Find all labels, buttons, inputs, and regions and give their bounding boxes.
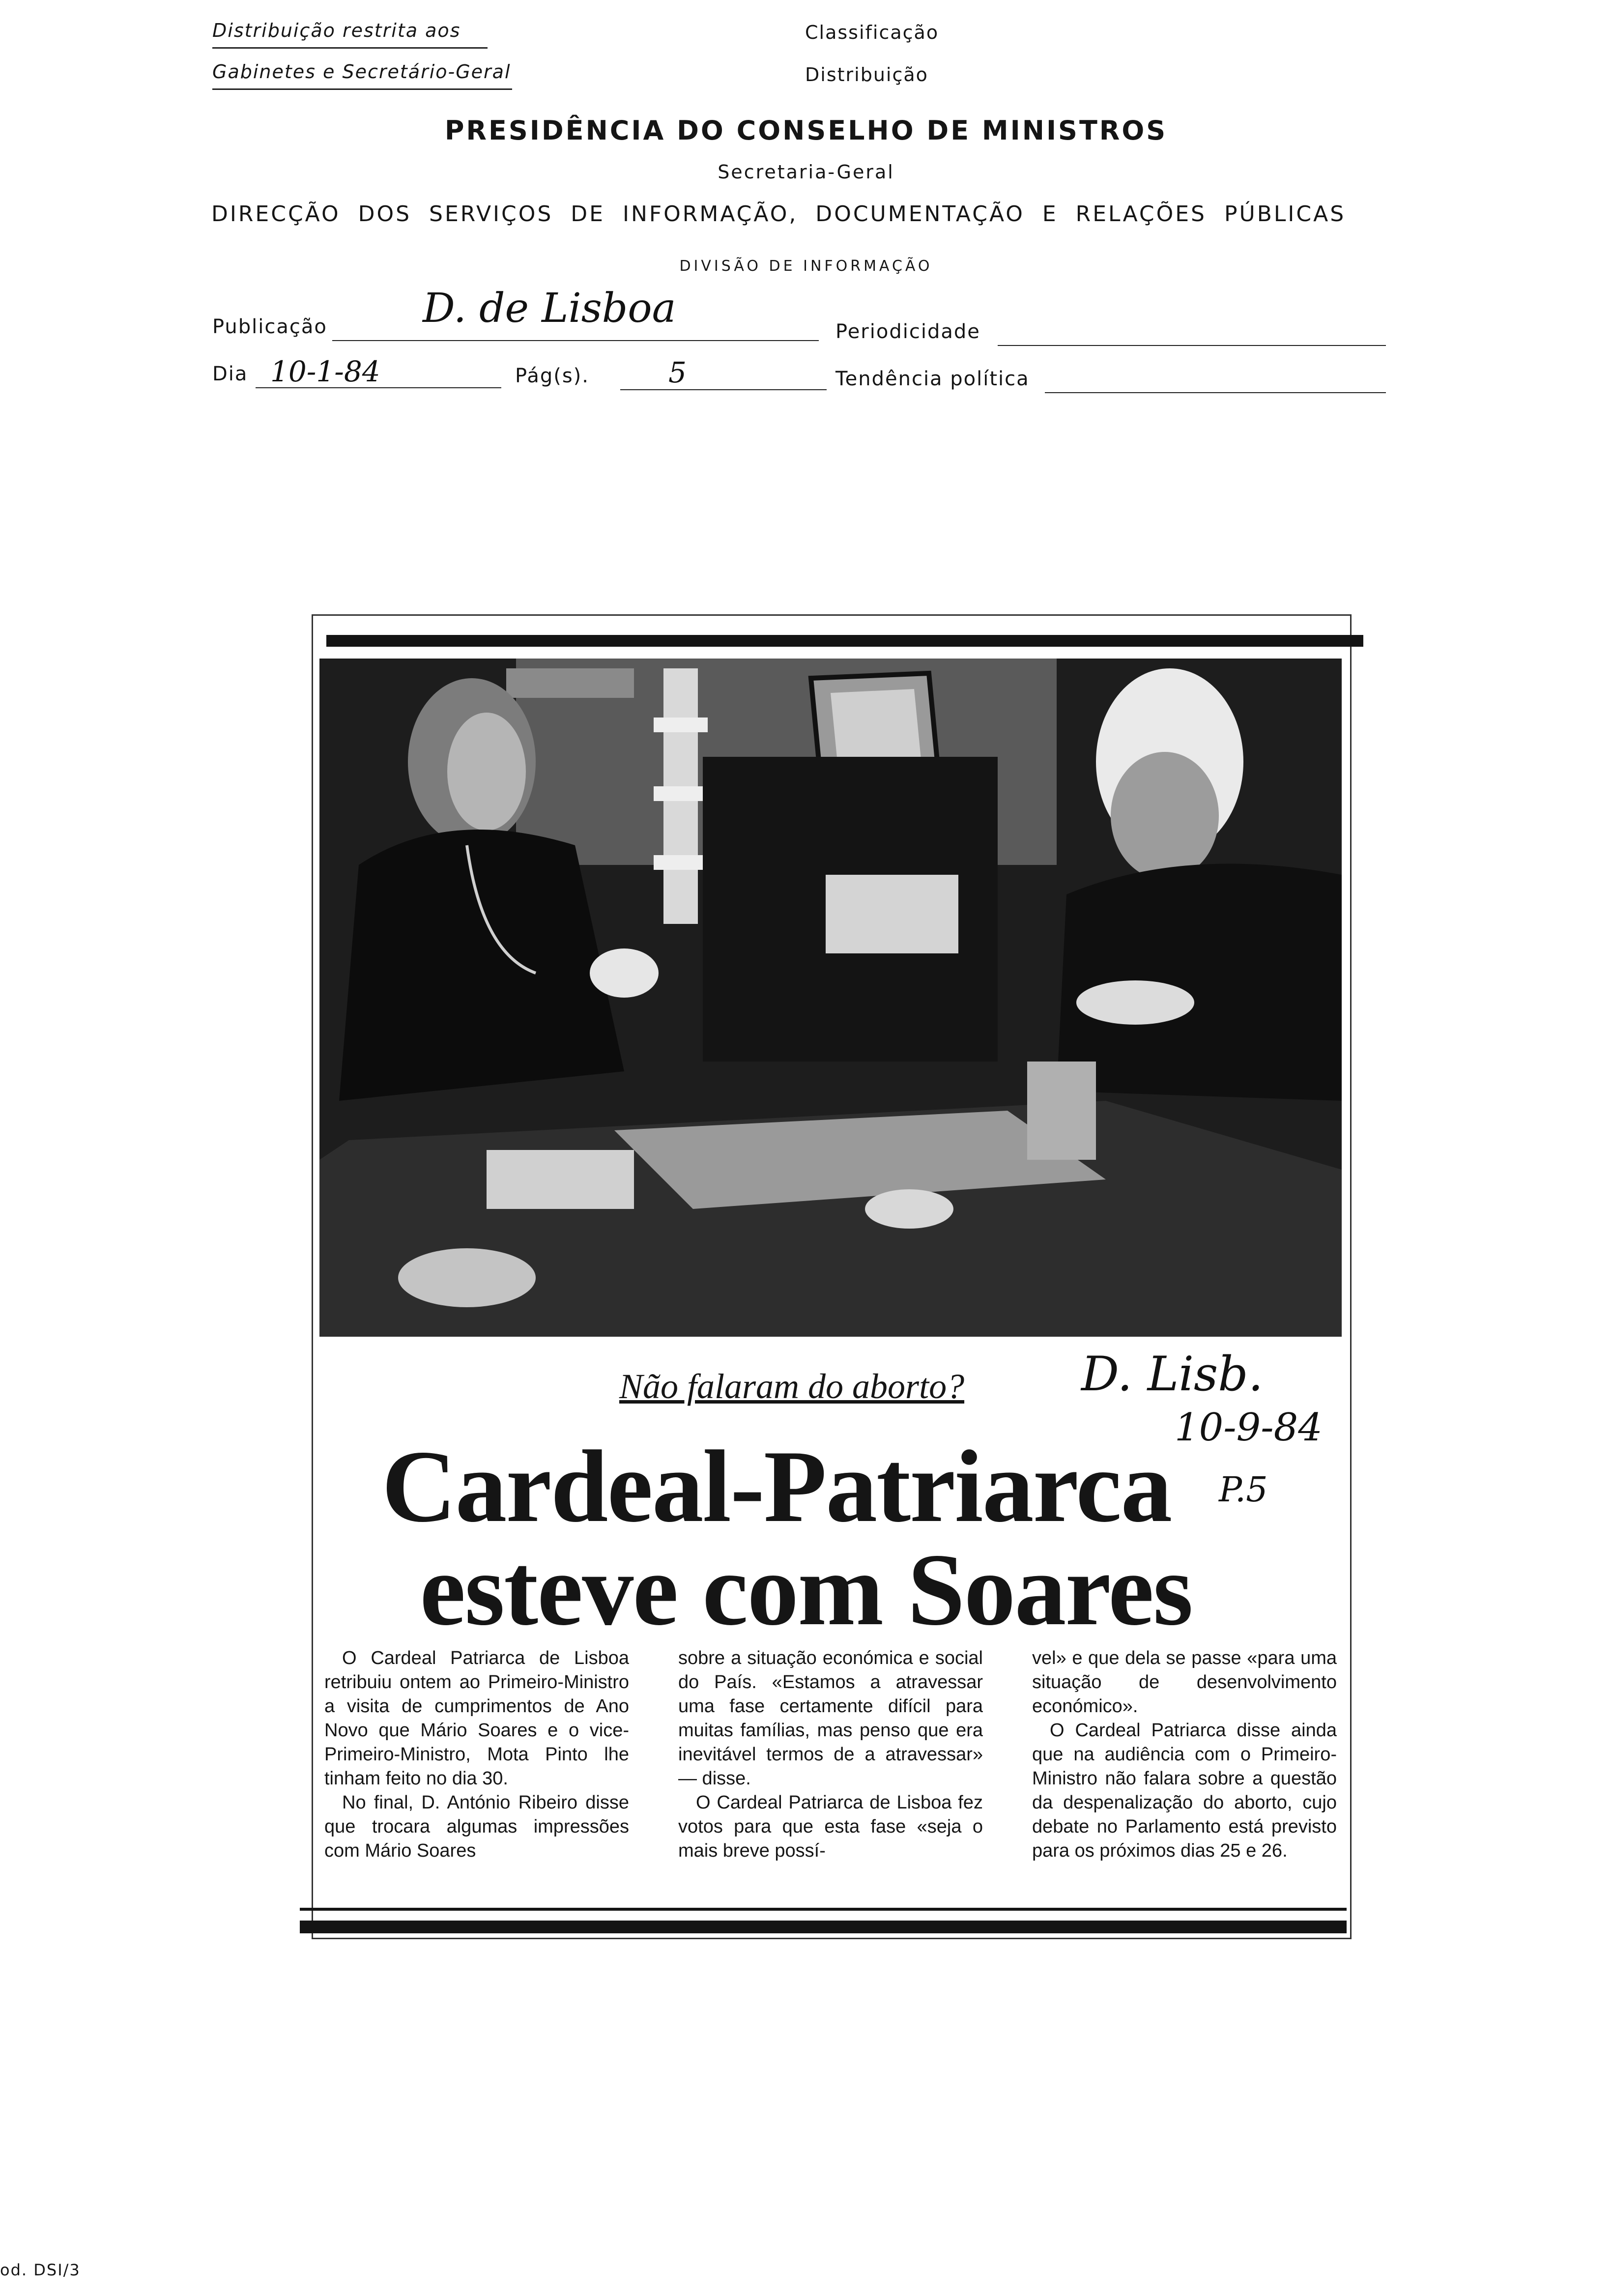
news-photo xyxy=(319,659,1342,1337)
tendencia-field-line xyxy=(1045,392,1386,393)
article-column-1 xyxy=(324,1646,629,1863)
clipping-bottom-rule-thin xyxy=(300,1908,1347,1911)
tendencia-label: Tendência política xyxy=(835,368,1030,390)
article-paragraph: sobre a situação económica e social do País. «Estamos a atravessar uma fase certamente difícil para muitas famílias, mas penso que era inevitável termos de a atravessar» — disse. xyxy=(678,1648,983,1789)
divisao-title: DIVISÃO DE INFORMAÇÃO xyxy=(679,258,933,275)
article-paragraph: No final, D. António Ribeiro disse que trocara algumas impressões com Mário Soares xyxy=(324,1792,629,1861)
photo-illustration xyxy=(319,659,1342,1337)
article-headline-line1: Cardeal-Patriarca xyxy=(381,1430,1172,1544)
presidency-title: PRESIDÊNCIA DO CONSELHO DE MINISTROS xyxy=(444,115,1168,146)
article-paragraph: O Cardeal Patriarca de Lisboa retribuiu ontem ao Primeiro-Ministro a visita de cumprimentos de Ano Novo que Mário Soares e o vice-Primeiro-Ministro, Mota Pinto lhe tinham feito no dia 30. xyxy=(324,1648,629,1789)
pags-handwritten-value: 5 xyxy=(668,356,687,389)
handwritten-source-note: D. Lisb. xyxy=(1081,1347,1264,1402)
article-headline-line2: esteve com Soares xyxy=(420,1533,1192,1647)
clipping-bottom-rule xyxy=(300,1921,1347,1933)
publicacao-field-line xyxy=(332,340,819,341)
dia-handwritten-value: 10-1-84 xyxy=(270,355,380,388)
distribution-recipients-line: Gabinetes e Secretário-Geral xyxy=(212,61,511,83)
pags-label: Pág(s). xyxy=(515,365,589,387)
periodicidade-field-line xyxy=(998,345,1386,346)
pags-field-line xyxy=(620,389,827,390)
handwritten-date-note: 10-9-84 xyxy=(1175,1406,1323,1450)
periodicidade-label: Periodicidade xyxy=(835,320,980,343)
publicacao-handwritten-value: D. de Lisboa xyxy=(423,285,676,332)
distribution-underline-1 xyxy=(212,47,488,49)
distribution-underline-2 xyxy=(212,88,512,90)
direccao-title: DIRECÇÃO DOS SERVIÇOS DE INFORMAÇÃO, DOCUMENTAÇÃO E RELAÇÕES PÚBLICAS xyxy=(211,201,1346,227)
clipping-top-rule xyxy=(326,635,1363,647)
article-paragraph: vel» e que dela se passe «para uma situação de desenvolvimento económico». xyxy=(1032,1648,1337,1717)
distribuicao-label: Distribuição xyxy=(805,64,928,86)
secretaria-subtitle: Secretaria-Geral xyxy=(718,161,894,183)
distribution-restriction-line: Distribuição restrita aos xyxy=(212,20,461,41)
form-code: od. DSI/3 xyxy=(0,2261,81,2279)
article-paragraph: O Cardeal Patriarca de Lisboa fez votos para que esta fase «seja o mais breve possí- xyxy=(678,1792,983,1861)
publicacao-label: Publicação xyxy=(212,316,327,338)
article-column-3 xyxy=(1032,1646,1337,1863)
article-kicker: Não falaram do aborto? xyxy=(619,1367,965,1406)
article-paragraph: O Cardeal Patriarca disse ainda que na audiência com o Primeiro-Ministro não falara sobre a questão da despenalização do aborto, cujo debate no Parlamento está previsto para os próximos dias 25 e 26. xyxy=(1032,1720,1337,1861)
dia-label: Dia xyxy=(212,363,248,385)
article-column-2 xyxy=(678,1646,983,1863)
classificacao-label: Classificação xyxy=(805,22,939,43)
handwritten-page-note: P.5 xyxy=(1219,1469,1268,1510)
